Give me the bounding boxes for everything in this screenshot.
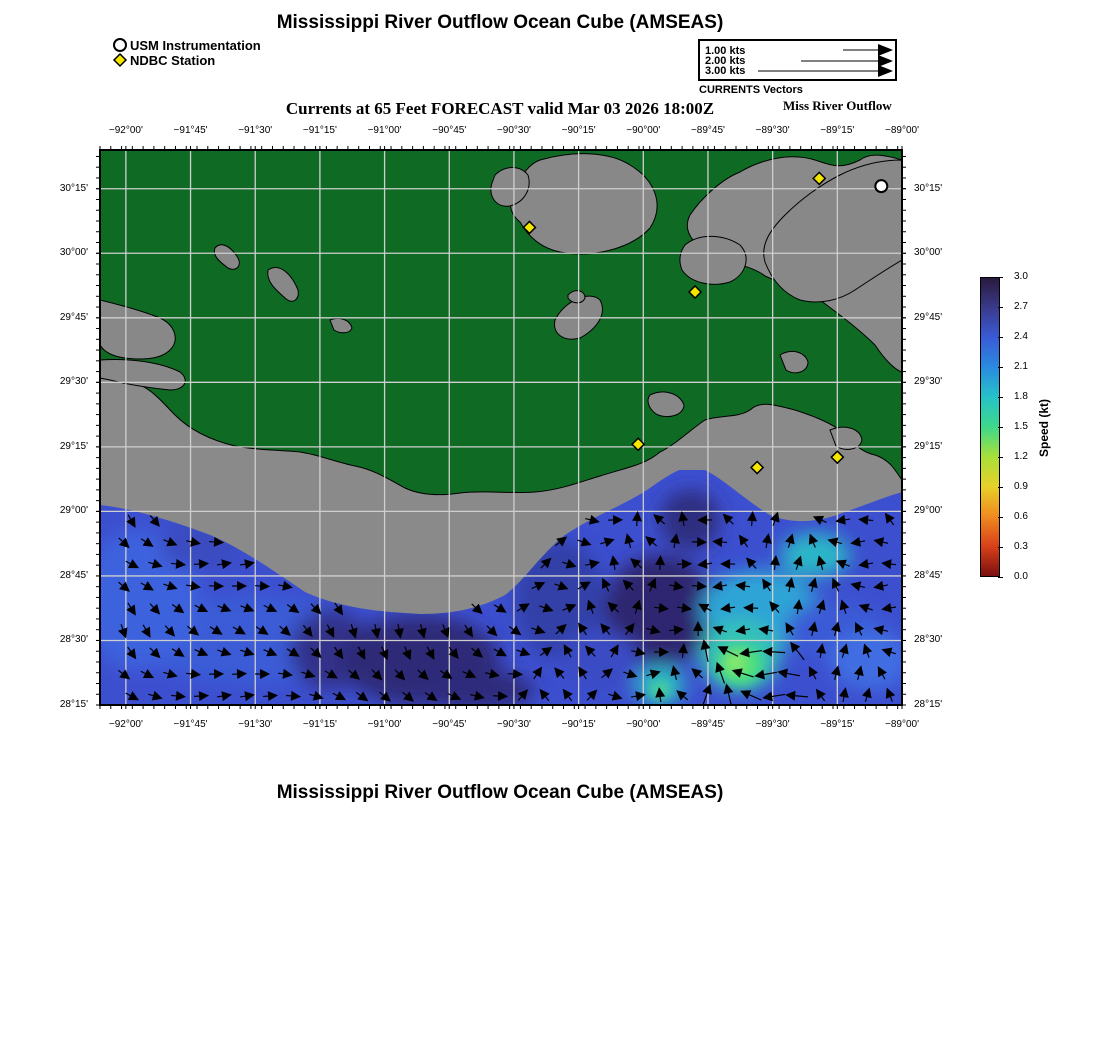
latitude-label: 29°30' [914,376,943,388]
longitude-label: −91°00' [367,719,402,730]
colorbar-tick [998,487,1003,488]
colorbar-tick [998,277,1003,278]
colorbar-tick [998,307,1003,308]
latitude-label: 29°45' [914,311,943,323]
longitude-label: −91°45' [173,125,208,136]
colorbar-tick-label: 0.3 [1014,541,1028,552]
legend-arrowhead-3 [878,65,893,77]
colorbar-tick-label: 1.5 [1014,421,1028,432]
longitude-label: −89°15' [820,719,855,730]
footer-title: Mississippi River Outflow Ocean Cube (AMSEAS) [276,782,724,803]
longitude-label: −90°00' [626,125,661,136]
colorbar-tick-label: 2.7 [1014,301,1028,312]
longitude-label: −89°00' [885,719,919,730]
colorbar-tick-label: 1.8 [1014,391,1028,402]
longitude-label: −90°00' [626,719,661,730]
latitude-label: 29°15' [914,440,943,452]
vector-legend-arrows [700,41,895,79]
map-subtitle: Currents at 65 Feet FORECAST valid Mar 03 2026 18:00Z [285,99,715,118]
longitude-label: −91°30' [238,125,273,136]
latitude-label: 29°15' [59,440,88,452]
vector-legend-caption: CURRENTS Vectors [699,84,803,96]
latitude-label: 30°00' [59,247,88,259]
longitude-label: −90°15' [561,719,596,730]
colorbar-tick-label: 0.6 [1014,511,1028,522]
longitude-label: −90°15' [561,125,596,136]
usm-legend-label: USM Instrumentation [130,38,261,53]
longitude-label: −92°00' [108,125,143,136]
vector-legend-row-2: 2.00 kts [705,55,746,67]
longitude-label: −89°30' [755,125,790,136]
longitude-label: −91°45' [173,719,208,730]
latitude-label: 29°45' [59,311,88,323]
longitude-label: −91°00' [367,125,402,136]
latitude-label: 28°45' [914,569,943,581]
colorbar-tick [998,577,1003,578]
marker-legend-symbols [112,38,128,68]
longitude-label: −91°30' [238,719,273,730]
colorbar-tick [998,367,1003,368]
usm-marker-icon [114,39,126,51]
longitude-label: −89°00' [885,125,919,136]
latitude-label: 29°00' [914,505,943,517]
colorbar-tick-label: 0.9 [1014,481,1028,492]
longitude-label: −89°15' [820,125,855,136]
colorbar-tick-label: 2.1 [1014,361,1028,372]
latitude-label: 29°30' [59,376,88,388]
ndbc-marker-icon [114,54,126,66]
longitude-label: −90°30' [496,719,531,730]
colorbar-tick [998,547,1003,548]
colorbar-tick [998,397,1003,398]
latitude-label: 30°00' [914,247,943,259]
vector-legend-row-3: 3.00 kts [705,65,746,77]
legend-arrowhead-2 [878,55,893,67]
colorbar-tick-label: 1.2 [1014,451,1028,462]
longitude-label: −91°15' [302,125,337,136]
legend-arrowhead-1 [878,44,893,56]
longitude-label: −89°30' [755,719,790,730]
latitude-label: 28°15' [914,699,943,710]
longitude-label: −90°45' [432,719,467,730]
colorbar-tick [998,517,1003,518]
colorbar-tick-label: 3.0 [1014,271,1028,282]
longitude-label: −91°15' [302,719,337,730]
latitude-label: 28°15' [59,699,88,710]
region-label: Miss River Outflow [783,98,892,113]
colorbar-title: Speed (kt) [1037,398,1051,458]
latitude-label: 29°00' [59,505,88,517]
map-title: Mississippi River Outflow Ocean Cube (AMSEAS) [276,12,724,33]
colorbar-tick-label: 0.0 [1014,571,1028,582]
latitude-label: 28°45' [59,569,88,581]
currents-map [96,146,906,709]
colorbar-tick [998,457,1003,458]
colorbar-tick [998,427,1003,428]
vector-legend [698,39,897,81]
longitude-label: −90°30' [496,125,531,136]
usm-station-marker[interactable] [875,180,887,192]
colorbar-tick-label: 2.4 [1014,331,1028,342]
colorbar-gradient [980,277,1000,577]
latitude-label: 30°15' [914,182,943,194]
vector-legend-row-1: 1.00 kts [705,45,746,57]
latitude-label: 28°30' [914,634,943,646]
ndbc-legend-label: NDBC Station [130,53,216,68]
longitude-label: −90°45' [432,125,467,136]
colorbar-tick [998,337,1003,338]
longitude-label: −92°00' [108,719,143,730]
longitude-label: −89°45' [690,125,725,136]
latitude-label: 30°15' [59,182,88,194]
latitude-label: 28°30' [59,634,88,646]
longitude-label: −89°45' [690,719,725,730]
